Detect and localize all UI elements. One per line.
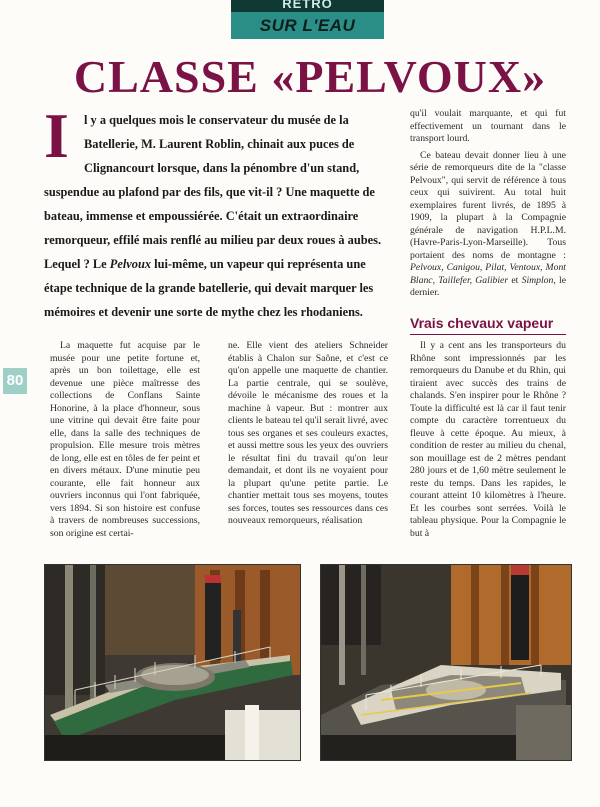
photo-model-tug-side [44, 564, 301, 761]
intro-text-end: lui-même, un vapeur qui représenta une étape technique de la grande batellerie, qui devait marquer les mémoires et devenir une sorte de mythe chez les rhodaniens. [44, 257, 374, 319]
photo-model-tug-top [320, 564, 572, 761]
body-column-1 [50, 340, 200, 544]
right-column-paragraph-2 [410, 150, 566, 300]
body-column-2 [228, 340, 388, 532]
body-column-2-text: ne. Elle vient des ateliers Schneider établis à Chalon sur Saône, et c'est ce qu'on appelle une maquette de chantier. La partie centrale, qui se soulève, dévoile le mécanisme des roues et la machine à vapeur. But : montrer aux clients le bateau tel qu'il serait livré, avec tous ses organes et ses couleurs exactes, et aussi mettre sous les yeux des ouvriers le résultat fini du travail qu'on leur demandait, et dont ils ne voyaient pour la plupart qu'une petite partie. Le chantier mettait tous ses moyens, toutes ses forces, toutes ses ressources dans ces nouveaux remorqueurs, réalisation [228, 340, 388, 526]
boat-name-simplon: Simplon [521, 274, 554, 286]
subheading-rule [410, 334, 566, 335]
article-intro [44, 100, 389, 324]
body-column-3-text: Il y a cent ans les transporteurs du Rhône sont impressionnés par les remorqueurs du Danube et du Rhin, qui tiraient avec succès des trains de chalands. S'en inspirer pour le Rhône ? Toute la difficulté est là car il faut tenir compte du caractère torrentueux du fleuve à cette époque. Au mieux, à condition de rester au milieu du chenal, son mouillage est de 2 mètres pendant 280 jours et de 1,60 mètre seulement le reste du temps. Dans les rapides, le courant atteint 10 kilomètres à l'heure. Et les courbes sont serrées. Voilà le tableau physique. Pour la Compagnie le but à [410, 340, 566, 539]
section-subheading: Vrais chevaux vapeur [410, 315, 554, 331]
right-column-text-end: , le dernier. [410, 274, 567, 298]
right-column [410, 108, 566, 304]
section-banner [231, 0, 384, 39]
photo-model-tug-top-image [321, 565, 571, 760]
article-title: CLASSE «PELVOUX» [73, 51, 547, 102]
right-column-text-mid: et [508, 274, 522, 286]
section-name: SUR L'EAU [231, 12, 384, 39]
body-column-1-text: La maquette fut acquise par le musée pour une petite fortune et, après un bon toilettage, elle est devenue une pièce maîtresse des collections de Conflans Sainte Honorine, à la place d'honneur, sous une vitrine qui devait être faite pour elle, dans la salle des techniques de propulsion. Elle mesure trois mètres de long, elle est en tôles de fer peint et en divers métaux. D'une minutie peu courante, elle fait honneur aux ouvriers inconnus qui l'ont fabriquée, vers 1894. Si son histoire est confuse à travers de nombreuses successions, son origine est certai- [50, 340, 200, 539]
section-kicker: RETRO [282, 0, 333, 10]
body-column-3 [410, 340, 566, 544]
drop-cap: I [44, 100, 69, 171]
right-column-paragraph-1: qu'il voulait marquante, et qui fut effectivement un tournant dans le transport lourd. [410, 108, 566, 144]
right-column-text: Ce bateau devait donner lieu à une série de remorqueurs dite de la "classe Pelvoux", qui servit de référence à tous ceux qui suivirent. Au total huit exemplaires furent livrés, de 1895 à 1909, la plupart à la Compagnie générale de navigation H.P.L.M. (Havre-Paris-Lyon-Marseille). Tous portaient des noms de montagne : [410, 149, 566, 261]
intro-text-start: l y a quelques mois le conservateur du musée de la Batellerie, M. Laurent Roblin, chinait aux puces de Clignancourt lorsque, dans la pénombre d'un stand, suspendue au plafond par des fils, que vit-il ? Une maquette de bateau, immense et empoussiérée. C'était un extraordinaire remorqueur, effilé mais renflé au milieu par deux roues à aubes. Lequel ? Le [44, 113, 382, 271]
boat-names: Pelvoux, Canigou, Pilat, Ventoux, Mont Blanc, Taillefer, Galibier [410, 262, 566, 286]
photo-model-tug-side-image [45, 565, 300, 760]
page-number: 80 [3, 368, 27, 394]
intro-boat-name: Pelvoux [109, 257, 152, 271]
